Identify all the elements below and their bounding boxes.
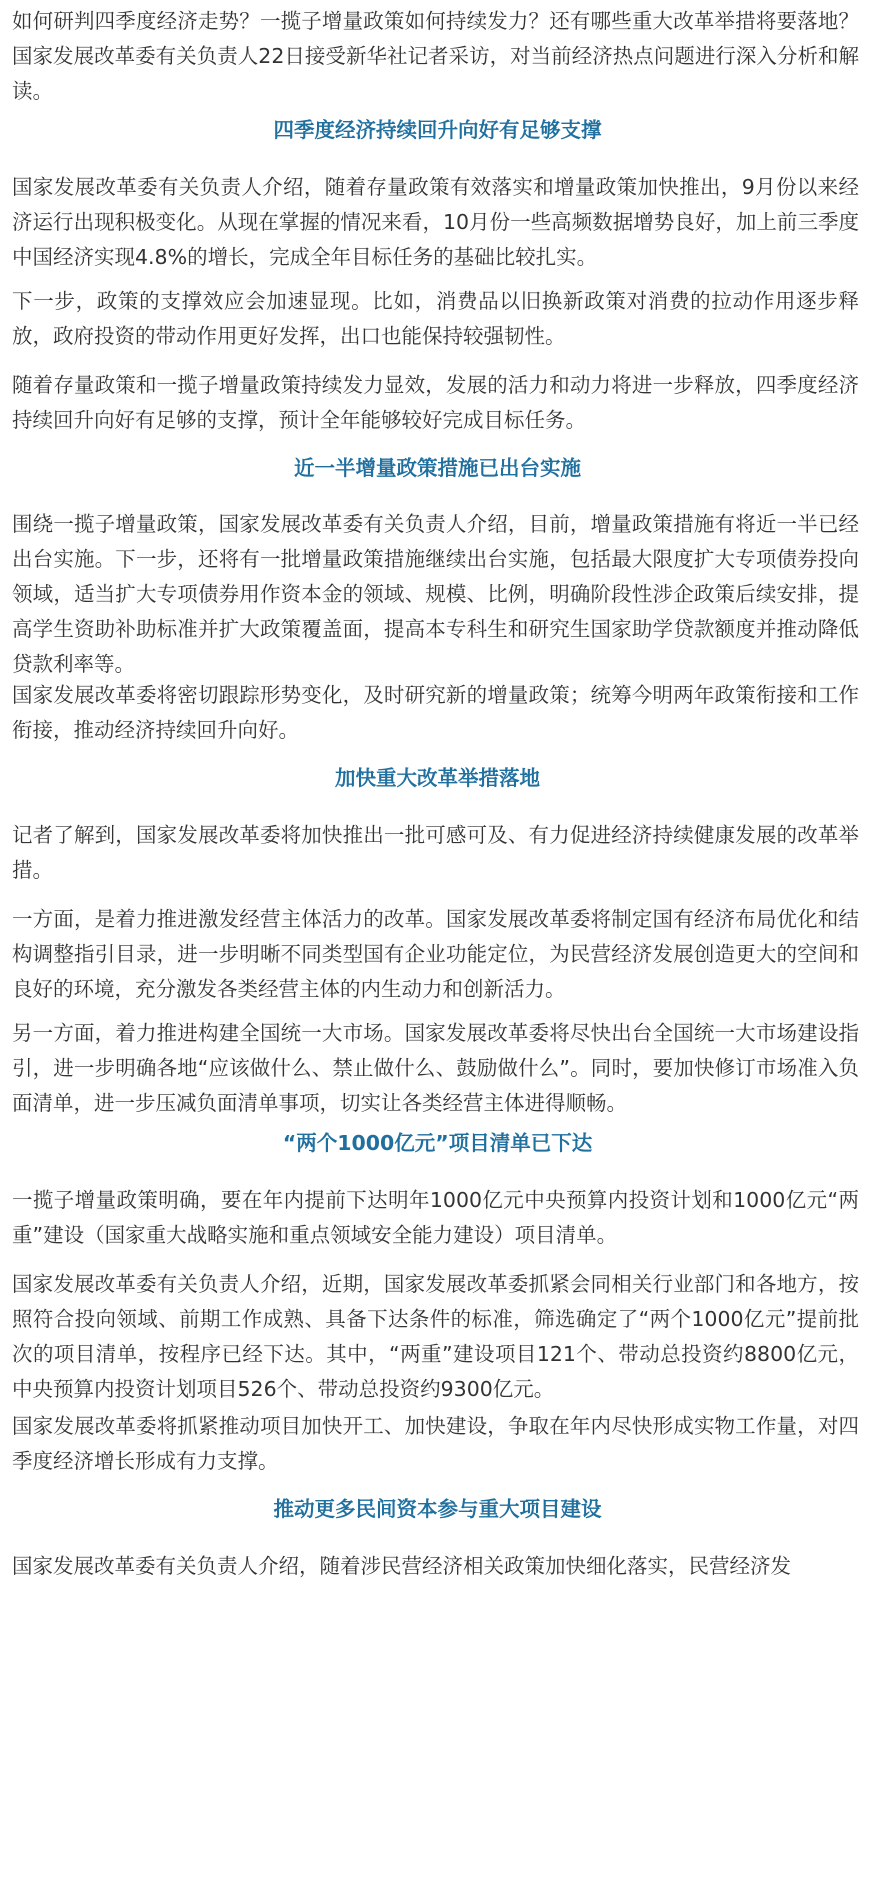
paragraph: 国家发展改革委有关负责人介绍，随着涉民营经济相关政策加快细化落实，民营经济发 [12, 1554, 791, 1578]
section-heading-q4-outlook: 四季度经济持续回升向好有足够支撑 [273, 118, 602, 142]
paragraph: 国家发展改革委将抓紧推动项目加快开工、加快建设，争取在年内尽快形成实物工作量，对四季度经济增长形成有力支撑。 [12, 1414, 859, 1473]
paragraph: 国家发展改革委有关负责人介绍，近期，国家发展改革委抓紧会同相关行业部门和各地方，按照符合投向领域、前期工作成熟、具备下达条件的标准，筛选确定了“两个1000亿元”提前批次的项目清单，按程序已经下达。其中，“两重”建设项目121个、带动总投资约8800亿元，中央预算内投资计划项目526个、带动总投资约9300亿元。 [12, 1272, 859, 1401]
section-heading-major-reforms: 加快重大改革举措落地 [335, 766, 540, 790]
paragraph: 国家发展改革委有关负责人介绍，随着存量政策有效落实和增量政策加快推出，9月份以来经济运行出现积极变化。从现在掌握的情况来看，10月份一些高频数据增势良好，加上前三季度中国经济实现4.8%的增长，完成全年目标任务的基础比较扎实。 [12, 175, 859, 269]
section-heading-incremental-policies: 近一半增量政策措施已出台实施 [294, 456, 581, 480]
paragraph: 记者了解到，国家发展改革委将加快推出一批可感可及、有力促进经济持续健康发展的改革举措。 [12, 823, 859, 882]
paragraph: 随着存量政策和一揽子增量政策持续发力显效，发展的活力和动力将进一步释放，四季度经济持续回升向好有足够的支撑，预计全年能够较好完成目标任务。 [12, 373, 859, 432]
paragraph: 围绕一揽子增量政策，国家发展改革委有关负责人介绍，目前，增量政策措施有将近一半已经出台实施。下一步，还将有一批增量政策措施继续出台实施，包括最大限度扩大专项债券投向领域，适当扩大专项债券用作资本金的领域、规模、比例，明确阶段性涉企政策后续安排，提高学生资助补助标准并扩大政策覆盖面，提高本专科生和研究生国家助学贷款额度并推动降低贷款利率等。 [12, 512, 859, 676]
paragraph: 国家发展改革委将密切跟踪形势变化，及时研究新的增量政策；统筹今明两年政策衔接和工作衔接，推动经济持续回升向好。 [12, 683, 859, 742]
section-heading-private-capital: 推动更多民间资本参与重大项目建设 [273, 1497, 602, 1521]
intro-paragraph: 如何研判四季度经济走势？一揽子增量政策如何持续发力？还有哪些重大改革举措将要落地？国家发展改革委有关负责人22日接受新华社记者采访，对当前经济热点问题进行深入分析和解读。 [12, 9, 859, 103]
paragraph: 下一步，政策的支撑效应会加速显现。比如，消费品以旧换新政策对消费的拉动作用逐步释放，政府投资的带动作用更好发挥，出口也能保持较强韧性。 [12, 289, 859, 348]
section-heading-project-lists: “两个1000亿元”项目清单已下达 [282, 1131, 593, 1155]
paragraph: 一方面，是着力推进激发经营主体活力的改革。国家发展改革委将制定国有经济布局优化和结构调整指引目录，进一步明晰不同类型国有企业功能定位，为民营经济发展创造更大的空间和良好的环境，充分激发各类经营主体的内生动力和创新活力。 [12, 907, 859, 1001]
paragraph: 另一方面，着力推进构建全国统一大市场。国家发展改革委将尽快出台全国统一大市场建设指引，进一步明确各地“应该做什么、禁止做什么、鼓励做什么”。同时，要加快修订市场准入负面清单，进一步压减负面清单事项，切实让各类经营主体进得顺畅。 [12, 1021, 859, 1115]
paragraph: 一揽子增量政策明确，要在年内提前下达明年1000亿元中央预算内投资计划和1000亿元“两重”建设（国家重大战略实施和重点领域安全能力建设）项目清单。 [12, 1188, 859, 1247]
